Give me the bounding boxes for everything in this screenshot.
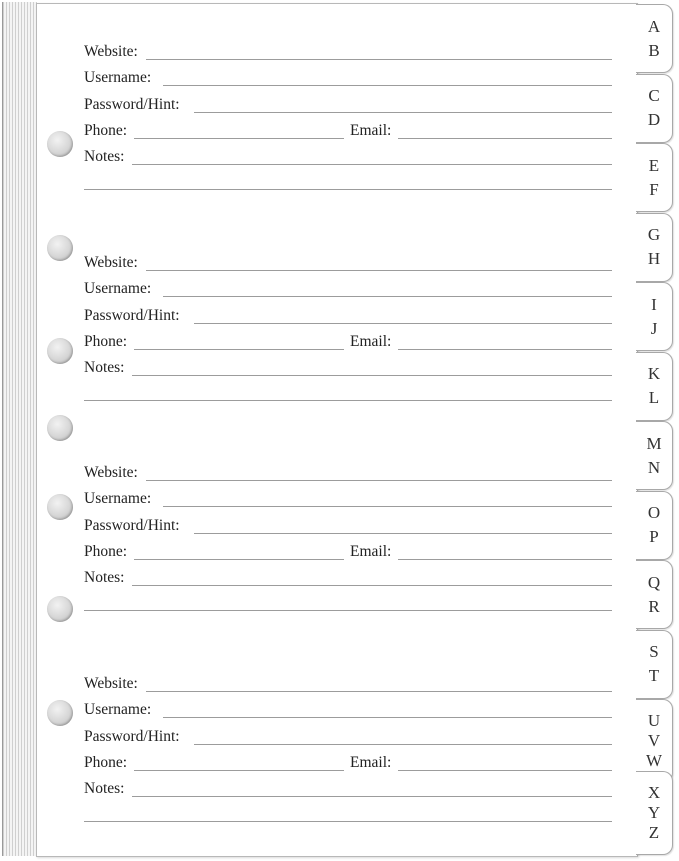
- index-tab-st[interactable]: [636, 630, 673, 699]
- username-label: Username:: [84, 280, 152, 298]
- binder-hole: [47, 415, 73, 441]
- alphabet-tabs: [636, 4, 674, 856]
- notes-extra-line[interactable]: [84, 821, 612, 822]
- username-write-line[interactable]: [163, 506, 612, 507]
- notes-label: Notes:: [84, 780, 125, 798]
- phone-write-line[interactable]: [134, 770, 344, 771]
- website-row: [84, 253, 612, 273]
- notes-extra-line[interactable]: [84, 400, 612, 401]
- website-label: Website:: [84, 254, 138, 271]
- index-tab-op[interactable]: [636, 491, 673, 560]
- email-write-line[interactable]: [398, 349, 612, 350]
- tab-letter: P: [649, 527, 659, 546]
- tab-letter: X: [647, 783, 661, 802]
- website-write-line[interactable]: [146, 270, 612, 271]
- tab-letter: R: [648, 596, 660, 616]
- index-tab-kl[interactable]: [636, 352, 673, 421]
- tab-letter: K: [647, 364, 661, 383]
- username-row: [84, 700, 612, 720]
- username-write-line[interactable]: [163, 717, 612, 718]
- notes-write-line[interactable]: [132, 164, 612, 165]
- tab-letter: D: [647, 110, 661, 129]
- binder-hole: [47, 494, 73, 520]
- username-write-line[interactable]: [163, 85, 612, 86]
- website-label: Website:: [84, 43, 138, 60]
- tab-letter: J: [650, 318, 658, 338]
- email-label: Email:: [350, 121, 392, 139]
- page-stack-edge: [2, 2, 37, 856]
- index-tab-ij[interactable]: [636, 282, 673, 351]
- notes-row: [84, 779, 612, 799]
- email-label: Email:: [350, 542, 392, 560]
- notes-extra-line[interactable]: [84, 189, 612, 190]
- tab-letter: L: [648, 388, 660, 407]
- tab-letter: W: [645, 751, 663, 770]
- tab-letter: F: [649, 179, 659, 199]
- tab-letter: G: [647, 225, 661, 244]
- website-row: [84, 42, 612, 62]
- website-label: Website:: [84, 675, 138, 692]
- binder-hole: [47, 235, 73, 261]
- tab-letter: V: [647, 731, 661, 750]
- email-write-line[interactable]: [398, 770, 612, 771]
- tab-letter: N: [647, 457, 661, 477]
- tab-letter: E: [648, 155, 660, 175]
- username-row: [84, 279, 612, 299]
- password-label: Password/Hint:: [84, 516, 180, 534]
- phone-row: [84, 332, 612, 352]
- password-label: Password/Hint:: [84, 727, 180, 745]
- website-row: [84, 463, 612, 483]
- phone-write-line[interactable]: [134, 559, 344, 560]
- notes-label: Notes:: [84, 569, 125, 587]
- notes-label: Notes:: [84, 359, 125, 377]
- tab-letter: M: [646, 433, 662, 453]
- notes-write-line[interactable]: [132, 585, 612, 586]
- password-write-line[interactable]: [194, 112, 612, 113]
- email-label: Email:: [350, 332, 392, 350]
- notes-row: [84, 358, 612, 378]
- email-write-line[interactable]: [398, 559, 612, 560]
- password-label: Password/Hint:: [84, 306, 180, 324]
- password-write-line[interactable]: [194, 744, 612, 745]
- password-row: [84, 306, 612, 326]
- index-tab-cd[interactable]: [636, 74, 673, 143]
- phone-label: Phone:: [84, 332, 128, 350]
- email-label: Email:: [350, 753, 392, 771]
- tab-letter: B: [648, 40, 660, 60]
- index-tab-qr[interactable]: [636, 560, 673, 629]
- tab-letter: A: [647, 16, 661, 36]
- password-write-line[interactable]: [194, 323, 612, 324]
- password-row: [84, 95, 612, 115]
- index-tab-gh[interactable]: [636, 213, 673, 282]
- notes-label: Notes:: [84, 148, 125, 166]
- phone-label: Phone:: [84, 121, 128, 139]
- phone-write-line[interactable]: [134, 349, 344, 350]
- phone-label: Phone:: [84, 542, 128, 560]
- binder-hole: [47, 596, 73, 622]
- username-row: [84, 489, 612, 509]
- tab-letter: T: [648, 666, 660, 685]
- binder-hole: [47, 700, 73, 726]
- notes-write-line[interactable]: [132, 796, 612, 797]
- binder-hole: [47, 131, 73, 157]
- phone-write-line[interactable]: [134, 138, 344, 139]
- notes-row: [84, 568, 612, 588]
- index-tab-ab[interactable]: [636, 4, 673, 73]
- index-tab-mn[interactable]: [636, 421, 673, 490]
- phone-row: [84, 121, 612, 141]
- username-write-line[interactable]: [163, 296, 612, 297]
- tab-letter: S: [649, 642, 659, 661]
- password-write-line[interactable]: [194, 533, 612, 534]
- username-label: Username:: [84, 69, 152, 87]
- website-write-line[interactable]: [146, 480, 612, 481]
- notes-write-line[interactable]: [132, 375, 612, 376]
- tab-letter: Z: [648, 823, 660, 842]
- tab-letter: Y: [647, 803, 661, 822]
- website-row: [84, 674, 612, 694]
- website-label: Website:: [84, 464, 138, 481]
- email-write-line[interactable]: [398, 138, 612, 139]
- tab-letter: I: [651, 294, 657, 314]
- index-tab-ef[interactable]: [636, 143, 673, 212]
- password-label: Password/Hint:: [84, 95, 180, 113]
- tab-letter: U: [647, 711, 661, 730]
- tab-letter: Q: [647, 572, 661, 592]
- password-row: [84, 516, 612, 536]
- phone-row: [84, 542, 612, 562]
- phone-label: Phone:: [84, 753, 128, 771]
- username-label: Username:: [84, 701, 152, 719]
- website-write-line[interactable]: [146, 691, 612, 692]
- index-tab-xyz[interactable]: [636, 771, 673, 855]
- website-write-line[interactable]: [146, 59, 612, 60]
- tab-letter: O: [647, 503, 661, 522]
- tab-letter: C: [648, 86, 660, 105]
- notes-extra-line[interactable]: [84, 610, 612, 611]
- phone-row: [84, 753, 612, 773]
- password-row: [84, 727, 612, 747]
- tab-letter: H: [647, 249, 661, 268]
- username-label: Username:: [84, 490, 152, 508]
- notes-row: [84, 147, 612, 167]
- binder-hole: [47, 338, 73, 364]
- username-row: [84, 68, 612, 88]
